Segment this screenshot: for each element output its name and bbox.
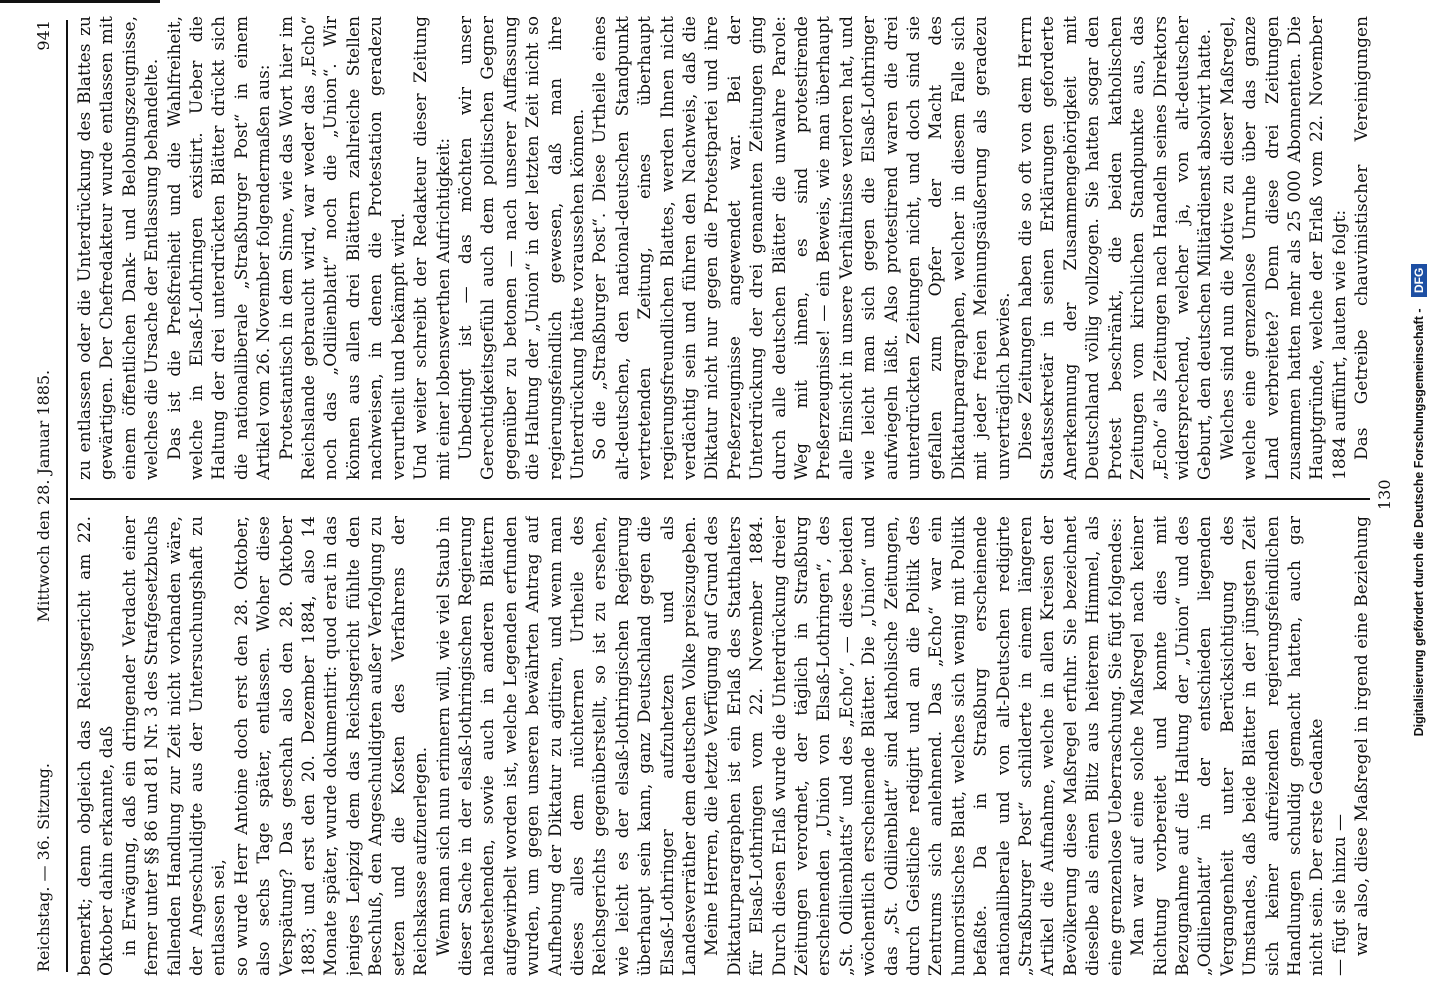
paragraph: Diese Zeitungen haben die so oft von dem Herrn Staatssekretär in seinen Erklärungen geforderte Anerkennung der Zusammengehörigkeit mit Deutschland völlig vollzogen. Sie hatten sogar den Protest beschränkt, die beiden katholischen Zeitungen vom kirchlichen Standpunkte aus, das „Echo“ als Zeitungen nach Handeln seines Direktors widersprechend, welcher ja, von alt-deutscher Geburt, den deutschen Militärdienst absolvirt hatte.	[1016, 16, 1216, 480]
paragraph: — fügt sie hinzu —	[1329, 813, 1350, 976]
page-footer-number: 130	[1375, 479, 1394, 510]
text-column-1	[74, 516, 1374, 976]
paragraph: Und weiter schreibt der Redakteur dieser Zeitung mit einer lobenswerthen Aufrichtigkeit:	[411, 16, 454, 480]
page-header	[22, 20, 64, 972]
header-rule	[66, 20, 68, 972]
paragraph: Das ist die Preßfreiheit und die Wahlfreiheit, welche in Elsaß-Lothringen existirt. Ueber die Haltung der drei unterdrückten Blätter drückt sich die nationalliberale „Straßburger Post“ in einem Artikel vom 26. November folgendermaßen aus:	[164, 16, 275, 480]
header-date: Mittwoch den 28. Januar 1885.	[33, 369, 53, 623]
paragraph: Man war auf eine solche Maßregel nach keiner Richtung vorbereitet und konnte dies mit Bezugnahme auf die Haltung der „Union“ und des „Odilienblatt“ in der entschieden liegenden Vergangenheit unter Berücksichtigung des Umstandes, daß beide Blätter in der jüngsten Zeit sich keiner aufreizenden regierungsfeindlichen Handlungen schuldig gemacht hatten, auch gar nicht sein. Der erste Gedanke	[1128, 516, 1328, 976]
paragraph: zu entlassen oder die Unterdrückung des Blattes zu gewärtigen. Der Chefredakteur wurde entlassen mit einem öffentlichen Dank- und Belobungszeugnisse, welches die Ursache der Entlassung behandelte.	[75, 16, 163, 480]
paragraph: Das Getreibe chauvinistischer Vereinigungen	[1352, 16, 1373, 460]
paragraph: in Erwägung, daß ein dringender Verdacht einer ferner unter §§ 86 und 81 Nr. 3 des Strafgesetzbuchs fallenden Handlung zur Zeit nicht vorhanden wäre, der Angeschuldigte aus der Untersuchungshaft zu entlassen sei,	[119, 516, 230, 976]
header-left: Reichstag. — 36. Sitzung.	[33, 763, 53, 972]
footer-credit: Digitalisierung gefördert durch die Deutsche Forschungsgemeinschaft -	[1412, 308, 1426, 737]
digitization-footer	[1410, 0, 1428, 1000]
paragraph: Wenn man sich nun erinnern will, wie viel Staub in dieser Sache in der elsaß-lothringischen Regierung nahestehenden, sowie auch in anderen Blättern aufgewirbelt worden ist, welche Legenden erfunden wurden, um gegen unseren bewährten Antrag auf Aufhebung der Diktatur zu agitiren, und wenn man dieses alles dem nüchternen Urtheile des Reichsgerichts gegenüberstellt, so ist zu ersehen, wie leicht es der elsaß-lothringischen Regierung überhaupt sein kann, ganz Deutschland gegen die Elsaß-Lothringer aufzuhetzen und als Landesverräther dem deutschen Volke preiszugeben.	[433, 516, 700, 976]
paragraph: Unbedingt ist — das möchten wir unser Gerechtigkeitsgefühl auch dem politischen Gegner gegenüber zu betonen — nach unserer Auffassung die Haltung der „Union“ in der letzten Zeit nicht so regierungsfeindlich gewesen, daß man ihre Unterdrückung hätte voraussehen können.	[455, 16, 588, 480]
paragraph: bemerkt; denn obgleich das Reichsgericht am 22. Oktober dahin erkannte, daß	[75, 516, 118, 976]
paragraph: Meine Herren, die letzte Verfügung auf Grund des Diktaturparagraphen ist ein Erlaß des Statthalters für Elsaß-Lothringen vom 22. November 1884. Durch diesen Erlaß wurde die Unterdrückung dreier Zeitungen verordnet, der täglich in Straßburg erscheinenden „Union von Elsaß-Lothringen“, des „St. Odilienblatts“ und des „Echo“, — diese beiden wöchentlich erscheinende Blätter. Die „Union“ und das „St. Odilienblatt“ sind katholische Zeitungen, durch Geistliche redigirt und an die Politik des Zentrums sich anlehnend. Das „Echo“ war ein humoristisches Blatt, welches sich wenig mit Politik befaßte. Da in Straßburg erscheinende nationalliberale und von alt-Deutschen redigirte „Straßburger Post“ schilderte in einem längeren Artikel die Aufnahme, welche in allen Kreisen der Bevölkerung diese Maßregel erfuhr. Sie bezeichnet dieselbe als einen Blitz aus heiterem Himmel, als eine grenzenlose Ueberraschung. Sie fügt folgendes:	[702, 516, 1126, 976]
paragraph: war also, diese Maßregel in irgend eine Beziehung	[1352, 516, 1373, 956]
text-column-2	[74, 16, 1374, 480]
header-page-number: 941	[33, 20, 53, 51]
paragraph: So die „Straßburger Post“. Diese Urtheile eines alt-deutschen, den national-deutschen Standpunkt vertretenden Zeitung, eines überhaupt regierungsfreundlichen Blattes, werden Ihnen nicht verdächtig sein und führen den Nachweis, daß die Diktatur nicht nur gegen die Protestpartei und ihre Preßerzeugnisse angewendet war. Bei der Unterdrückung der drei genannten Zeitungen ging durch alle deutschen Blätter die unwahre Parole: Weg mit ihnen, es sind protestirende Preßerzeugnisse! — ein Beweis, wie man überhaupt alle Einsicht in unsere Verhältnisse verloren hat, und wie leicht man sich gegen die Elsaß-Lothringer aufwiegeln läßt. Also protestirend waren die drei unterdrückten Zeitungen nicht, und doch sind sie gefallen zum Opfer der Macht des Diktaturparagraphen, welcher in diesem Falle sich mit jeder freien Meinungsäußerung als geradezu unverträglich bewies.	[590, 16, 1014, 480]
paragraph: Welches sind nun die Motive zu dieser Maßregel, welche eine grenzenlose Unruhe über das ganze Land verbreitete? Denn diese drei Zeitungen zusammen hatten mehr als 25 000 Abonnenten. Die Hauptgründe, welche der Erlaß vom 22. November 1884 aufführt, lauten wie folgt:	[1217, 16, 1350, 480]
dfg-logo: DFG	[1411, 264, 1427, 297]
paragraph: so wurde Herr Antoine doch erst den 28. Oktober, also sechs Tage später, entlassen. Woher diese Verspätung? Das geschah also den 28. Oktober 1883; und erst den 20. Dezember 1884, also 14 Monate später, wurde dokumentirt: quod erat in das jeniges Leipzig dem das Reichsgericht fühlte den Beschluß, den Angeschuldigten außer Verfolgung zu setzen und die Kosten des Verfahrens der Reichskasse aufzuerlegen.	[231, 516, 432, 976]
paragraph: Protestantisch in dem Sinne, wie das Wort hier im Reichslande gebraucht wird, war weder das „Echo“ noch das „Odilienblatt“ noch die „Union“. Wir können aus allen drei Blättern zahlreiche Stellen nachweisen, in denen die Protestation geradezu verurtheilt und bekämpft wird.	[276, 16, 409, 480]
column-divider	[70, 498, 1370, 500]
